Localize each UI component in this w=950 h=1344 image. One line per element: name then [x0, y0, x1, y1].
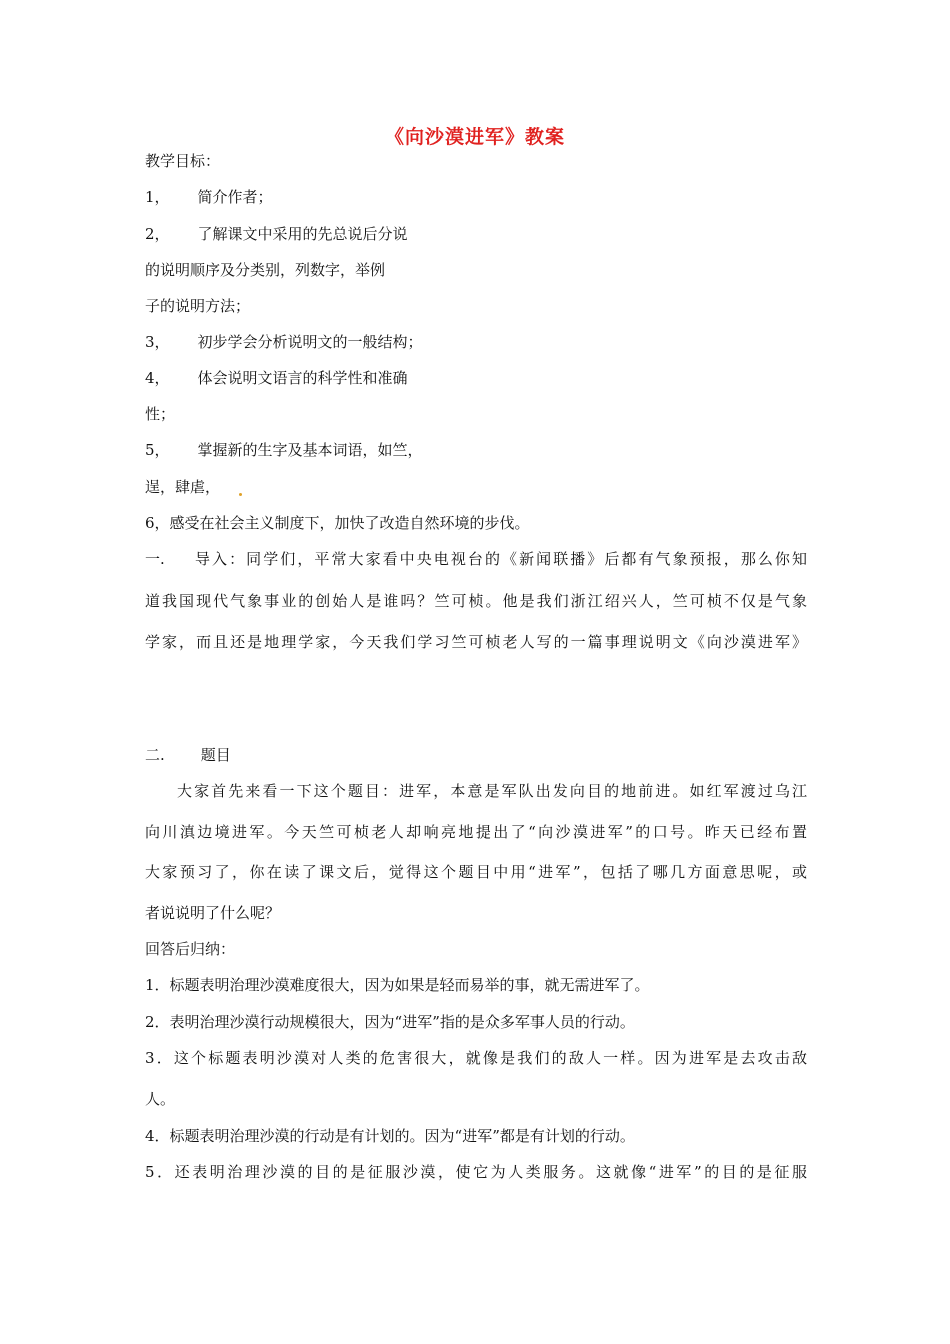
objective-continuation: 的说明顺序及分类别，列数字，举例 [145, 261, 386, 279]
section1-line [145, 549, 807, 569]
objective-number: 4， [145, 369, 170, 387]
section2-number: 二. [145, 746, 165, 764]
objective-text: 了解课文中采用的先总说后分说 [197, 225, 408, 243]
objective-continuation: 性； [145, 405, 176, 423]
summary-heading: 回答后归纳： [145, 940, 236, 958]
objective-item [145, 440, 423, 460]
objective-text: 掌握新的生字及基本词语，如竺， [197, 441, 423, 459]
objective-continuation: 子的说明方法； [145, 297, 251, 315]
objective-item [145, 224, 408, 244]
section2-paragraph-line: 大家首先来看一下这个题目：进军，本意是军队出发向目的地前进。如红军渡过乌江 [177, 782, 807, 800]
objective-number: 3， [145, 333, 170, 351]
objective-item [145, 368, 408, 388]
summary-point: 3．这个标题表明沙漠对人类的危害很大，就像是我们的敌人一样。因为进军是去攻击敌 [145, 1049, 807, 1067]
objective-item: 6，感受在社会主义制度下，加快了改造自然环境的步伐。 [145, 514, 530, 532]
objectives-heading: 教学目标： [145, 152, 221, 170]
summary-point: 2．表明治理沙漠行动规模很大，因为“进军”指的是众多军事人员的行动。 [145, 1013, 635, 1031]
objective-number: 5， [145, 441, 170, 459]
summary-point: 4．标题表明治理沙漠的行动是有计划的。因为“进军”都是有计划的行动。 [145, 1127, 635, 1145]
document-title: 《向沙漠进军》教案 [384, 126, 565, 148]
section2-paragraph-line: 大家预习了，你在读了课文后，觉得这个题目中用“进军”，包括了哪几方面意思呢，或 [145, 863, 807, 881]
emphasis-dot [239, 493, 242, 496]
section2-paragraph-line: 向川滇边境进军。今天竺可桢老人却响亮地提出了“向沙漠进军”的口号。昨天已经布置 [145, 823, 807, 841]
section1-line: 道我国现代气象事业的创始人是谁吗？竺可桢。他是我们浙江绍兴人，竺可桢不仅是气象 [145, 592, 807, 610]
section2-paragraph-line: 者说说明了什么呢？ [145, 904, 281, 922]
section1-number: 一. [145, 550, 165, 568]
objective-item [145, 332, 423, 352]
summary-point-continuation: 人。 [145, 1090, 176, 1108]
objective-continuation: 逞，肆虐， [145, 477, 243, 497]
objective-text: 体会说明文语言的科学性和准确 [197, 369, 408, 387]
section1-line: 学家，而且还是地理学家，今天我们学习竺可桢老人写的一篇事理说明文《向沙漠进军》 [145, 633, 807, 651]
objective-text: 初步学会分析说明文的一般结构； [197, 333, 423, 351]
section1-text: 导入：同学们，平常大家看中央电视台的《新闻联播》后都有气象预报，那么你知 [195, 550, 807, 568]
objective-number: 2， [145, 225, 170, 243]
section2-heading [145, 745, 231, 765]
objective-text: 简介作者； [197, 188, 273, 206]
objective-number: 1， [145, 188, 170, 206]
objective-item [145, 187, 273, 207]
section2-title: 题目 [200, 746, 231, 764]
summary-point: 1．标题表明治理沙漠难度很大，因为如果是轻而易举的事，就无需进军了。 [145, 976, 650, 994]
summary-point: 5．还表明治理沙漠的目的是征服沙漠，使它为人类服务。这就像“进军”的目的是征服 [145, 1163, 807, 1181]
